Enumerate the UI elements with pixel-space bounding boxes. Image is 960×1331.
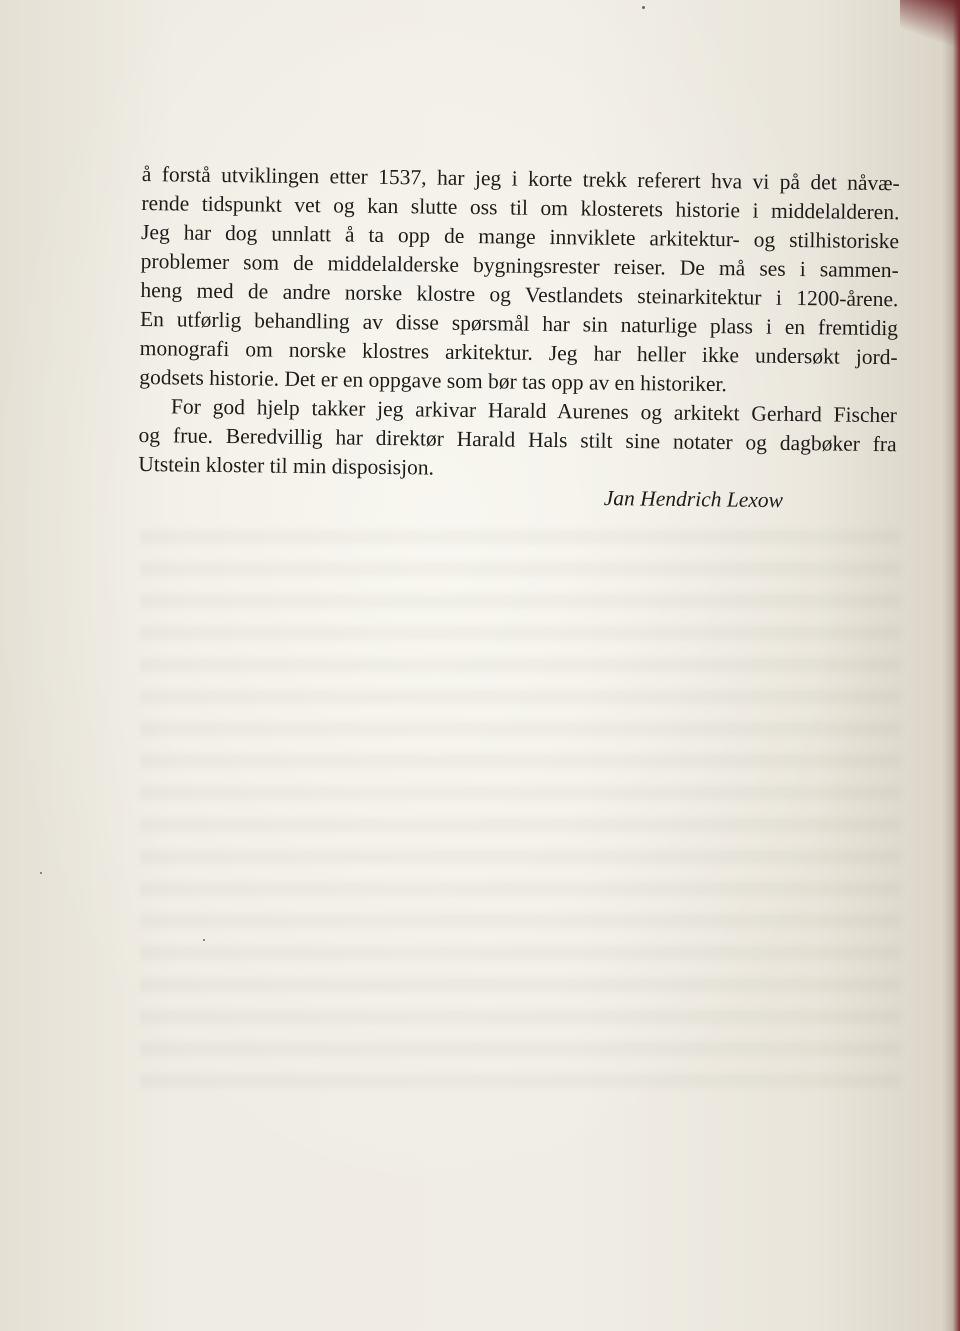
text-line: og frue. Beredvillig har direktør Harald Hals stilt sine notater og dagbøker fra	[138, 422, 897, 457]
text-line: godsets historie. Det er en oppgave som bør tas opp av en historiker.	[139, 364, 727, 397]
text-line: For god hjelp takker jeg arkivar Harald Aurenes og arkitekt Gerhard Fischer	[170, 394, 898, 428]
text-line: å forstå utviklingen etter 1537, har jeg i korte trekk referert hva vi på det nåvæ-	[141, 161, 900, 196]
paper-speck	[40, 872, 42, 874]
text-line: Jeg har dog unnlatt å ta opp de mange innviklete arkitektur- og stilhistoriske	[140, 219, 900, 254]
author-signature: Jan Hendrich Lexow	[603, 486, 784, 513]
reverse-side-bleed-through	[140, 530, 900, 1090]
text-line: problemer som de middelalderske bygningsrester reiser. De må ses i sammen-	[140, 248, 899, 283]
book-cover-corner	[900, 0, 960, 50]
text-line: heng med de andre norske klostre og Vestlandets steinarkitektur i 1200-årene.	[140, 277, 899, 312]
text-line: monografi om norske klostres arkitektur. Jeg har heller ikke undersøkt jord-	[139, 335, 898, 370]
text-line: Utstein kloster til min disposisjon.	[138, 451, 435, 480]
page-edge-shadow	[942, 0, 960, 1331]
preface-text	[138, 160, 900, 488]
paper-speck	[642, 6, 645, 9]
text-line: En utførlig behandling av disse spørsmål har sin naturlige plass i en fremtidig	[139, 306, 899, 341]
text-line: rende tidspunkt vet og kan slutte oss til om klosterets historie i middelalderen.	[141, 190, 900, 225]
paper-speck	[203, 939, 205, 941]
